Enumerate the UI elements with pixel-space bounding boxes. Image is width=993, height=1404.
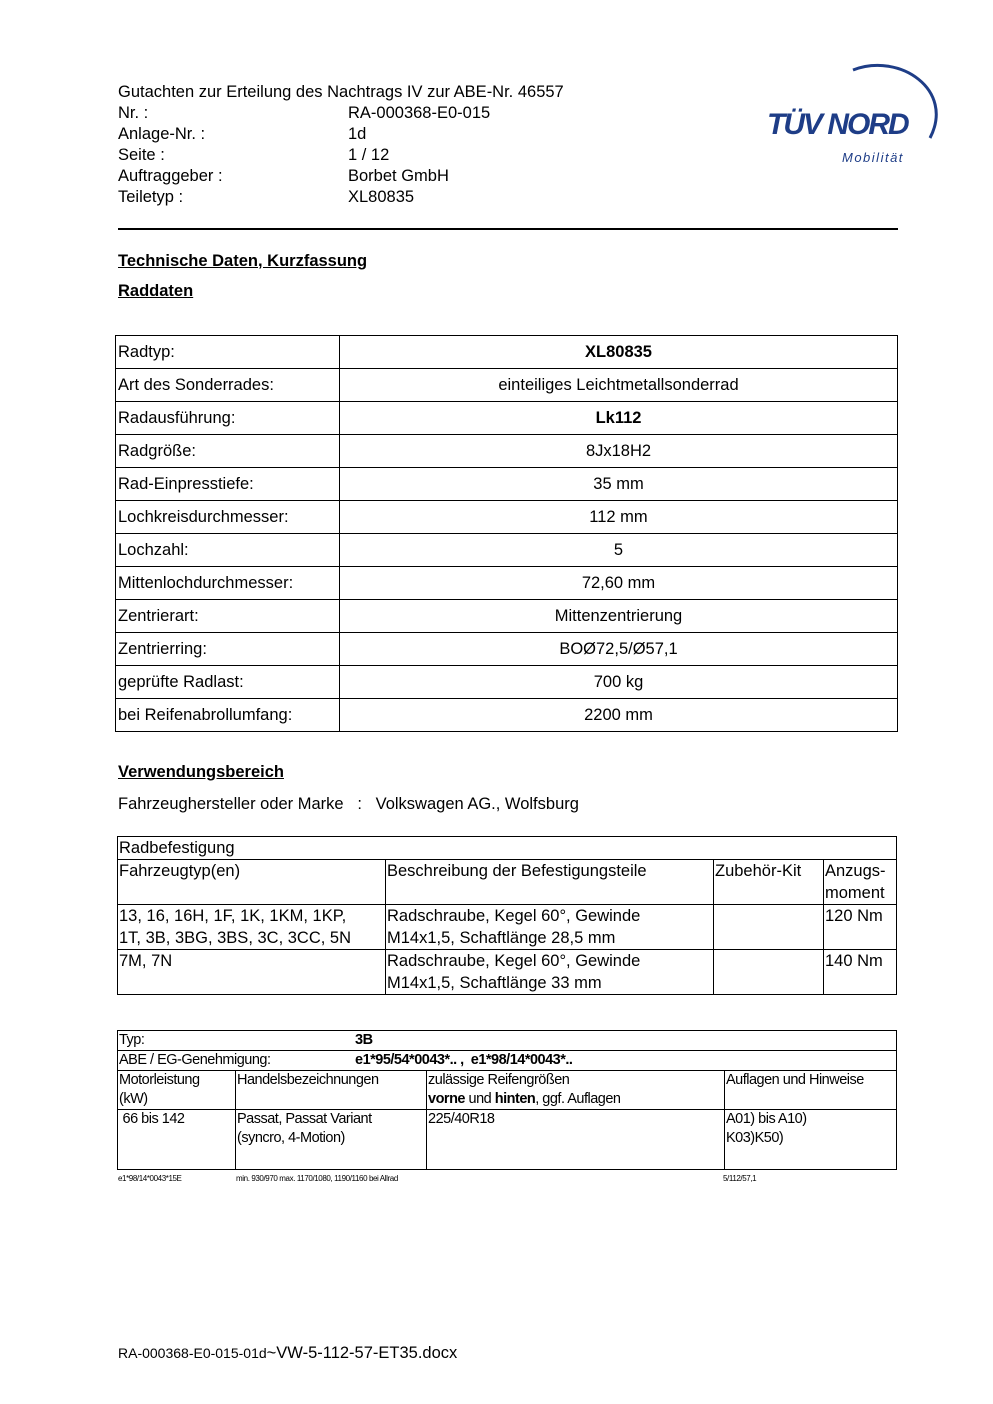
rolling-range-small: min. 930/970 max. 1170/1080, 1190/1160 bei Allrad (236, 1174, 398, 1183)
trade-names (236, 1110, 427, 1170)
footer-filename (118, 1344, 457, 1363)
header-key: Anlage-Nr. : (118, 125, 206, 143)
header-row-auftraggeber (118, 166, 564, 187)
typ-value: 3B (355, 1032, 373, 1048)
table-row (118, 1051, 897, 1071)
power-value: 66 bis 142 (118, 1110, 236, 1170)
trade-names-line: Passat, Passat Variant (237, 1111, 372, 1127)
header-value: 1d (348, 125, 367, 143)
manufacturer-label: Fahrzeughersteller oder Marke (118, 795, 344, 813)
table-row (118, 905, 897, 950)
document-header (118, 82, 564, 208)
logo-subtitle: Mobilität (842, 150, 904, 165)
section-title-technical: Technische Daten, Kurzfassung (118, 252, 368, 270)
vehicle-types (118, 950, 386, 995)
description-line: M14x1,5, Schaftlänge 28,5 mm (387, 929, 616, 947)
tires-rear: hinten (494, 1091, 536, 1107)
row-value: XL80835 (340, 336, 898, 369)
header-row-nr (118, 103, 564, 124)
tires-and: und (465, 1091, 495, 1107)
row-label: bei Reifenabrollumfang: (116, 699, 340, 732)
header-kit: Zubehör-Kit (714, 860, 824, 905)
header-key: Auftraggeber : (118, 167, 223, 185)
row-label: Radgröße: (116, 435, 340, 468)
wheel-fixing-table (117, 836, 897, 995)
header-value: 1 / 12 (348, 146, 390, 164)
table-row (118, 837, 897, 860)
header-power-line: (kW) (119, 1091, 148, 1107)
typ-row (118, 1031, 897, 1051)
approval-code-small: e1*98/14*0043*15E (118, 1174, 182, 1183)
footer-part2: ~VW-5-112-57-ET35.docx (266, 1344, 458, 1362)
fixing-torque: 140 Nm (824, 950, 897, 995)
header-torque-line2: moment (825, 884, 885, 902)
row-label: Lochkreisdurchmesser: (116, 501, 340, 534)
tires-suffix: , ggf. Auflagen (535, 1091, 621, 1107)
table-row (116, 699, 898, 732)
table-row (118, 1110, 897, 1170)
trade-names-line: (syncro, 4-Motion) (237, 1130, 345, 1146)
header-trade-names: Handelsbezeichnungen (236, 1071, 427, 1110)
table-row (116, 633, 898, 666)
fixing-description (386, 905, 714, 950)
header-notes: Auflagen und Hinweise (725, 1071, 897, 1110)
typ-label: Typ: (119, 1032, 145, 1048)
row-label: Lochzahl: (116, 534, 340, 567)
table-row (116, 534, 898, 567)
header-row-anlage (118, 124, 564, 145)
vehicle-types (118, 905, 386, 950)
abe-label: ABE / EG-Genehmigung: (119, 1052, 271, 1068)
description-line: Radschraube, Kegel 60°, Gewinde (387, 907, 641, 925)
table-row (116, 468, 898, 501)
tire-sizes: 225/40R18 (427, 1110, 725, 1170)
header-vehicle-types: Fahrzeugtyp(en) (118, 860, 386, 905)
header-row-teiletyp (118, 187, 564, 208)
manufacturer-line (118, 795, 579, 814)
abe-value: e1*95/54*0043*.. , e1*98/14*0043*.. (355, 1052, 573, 1068)
table-row (116, 600, 898, 633)
header-tires-line2 (428, 1090, 723, 1109)
notes (725, 1110, 897, 1170)
fixing-description (386, 950, 714, 995)
header-torque (824, 860, 897, 905)
header-description: Beschreibung der Befestigungsteile (386, 860, 714, 905)
header-power (118, 1071, 236, 1110)
row-value: 72,60 mm (340, 567, 898, 600)
row-value: Lk112 (340, 402, 898, 435)
footer-part1: RA-000368-E0-015-01d (118, 1345, 267, 1361)
row-label: Radtyp: (116, 336, 340, 369)
header-key: Nr. : (118, 104, 149, 122)
logo-brand: TÜV NORD (767, 108, 908, 141)
table-row (118, 860, 897, 905)
header-tires (427, 1071, 725, 1110)
notes-line: A01) bis A10) (726, 1111, 807, 1127)
wheel-code-small: 5/112/57,1 (723, 1174, 757, 1183)
row-value: 35 mm (340, 468, 898, 501)
vehicle-types-line: 7M, 7N (119, 952, 173, 970)
table-row (116, 402, 898, 435)
section-title-raddaten: Raddaten (118, 282, 194, 300)
description-line: M14x1,5, Schaftlänge 33 mm (387, 974, 602, 992)
header-key: Seite : (118, 146, 165, 164)
header-power-line: Motorleistung (119, 1072, 200, 1088)
tires-front: vorne (428, 1091, 465, 1107)
vehicle-types-line: 1T, 3B, 3BG, 3BS, 3C, 3CC, 5N (119, 929, 352, 947)
header-tires-line: zulässige Reifengrößen (428, 1072, 570, 1088)
vehicle-types-line: 13, 16, 16H, 1F, 1K, 1KM, 1KP, (119, 907, 347, 925)
row-value: 5 (340, 534, 898, 567)
row-label: Art des Sonderrades: (116, 369, 340, 402)
row-label: Mittenlochdurchmesser: (116, 567, 340, 600)
wheel-data-table (115, 335, 898, 732)
header-torque-line1: Anzugs- (825, 862, 886, 880)
type-approval-table (117, 1030, 897, 1170)
header-value: RA-000368-E0-015 (348, 104, 491, 122)
manufacturer-separator: : (357, 795, 362, 813)
table-row (116, 369, 898, 402)
manufacturer-value: Volkswagen AG., Wolfsburg (375, 795, 579, 813)
fixing-title: Radbefestigung (118, 837, 897, 860)
table-row (118, 950, 897, 995)
row-label: Zentrierart: (116, 600, 340, 633)
table-row (118, 1071, 897, 1110)
table-row (116, 567, 898, 600)
row-value: Mittenzentrierung (340, 600, 898, 633)
header-row-seite (118, 145, 564, 166)
row-value: 112 mm (340, 501, 898, 534)
row-value: 2200 mm (340, 699, 898, 732)
fixing-kit (714, 905, 824, 950)
row-value: 8Jx18H2 (340, 435, 898, 468)
header-value: XL80835 (348, 188, 415, 206)
table-row (118, 1031, 897, 1051)
table-row (116, 501, 898, 534)
table-row (116, 336, 898, 369)
tuv-nord-logo (765, 60, 945, 170)
header-divider (118, 228, 898, 230)
row-label: Radausführung: (116, 402, 340, 435)
header-value: Borbet GmbH (348, 167, 449, 185)
notes-line: K03)K50) (726, 1130, 784, 1146)
row-label: Zentrierring: (116, 633, 340, 666)
abe-row (118, 1051, 897, 1071)
row-value: BOØ72,5/Ø57,1 (340, 633, 898, 666)
row-label: Rad-Einpresstiefe: (116, 468, 340, 501)
document-title: Gutachten zur Erteilung des Nachtrags IV zur ABE-Nr. 46557 (118, 83, 564, 101)
section-title-usage: Verwendungsbereich (118, 763, 284, 781)
fixing-kit (714, 950, 824, 995)
row-label: geprüfte Radlast: (116, 666, 340, 699)
row-value: 700 kg (340, 666, 898, 699)
fixing-torque: 120 Nm (824, 905, 897, 950)
row-value: einteiliges Leichtmetallsonderrad (340, 369, 898, 402)
table-row (116, 435, 898, 468)
table-row (116, 666, 898, 699)
description-line: Radschraube, Kegel 60°, Gewinde (387, 952, 641, 970)
header-key: Teiletyp : (118, 188, 184, 206)
